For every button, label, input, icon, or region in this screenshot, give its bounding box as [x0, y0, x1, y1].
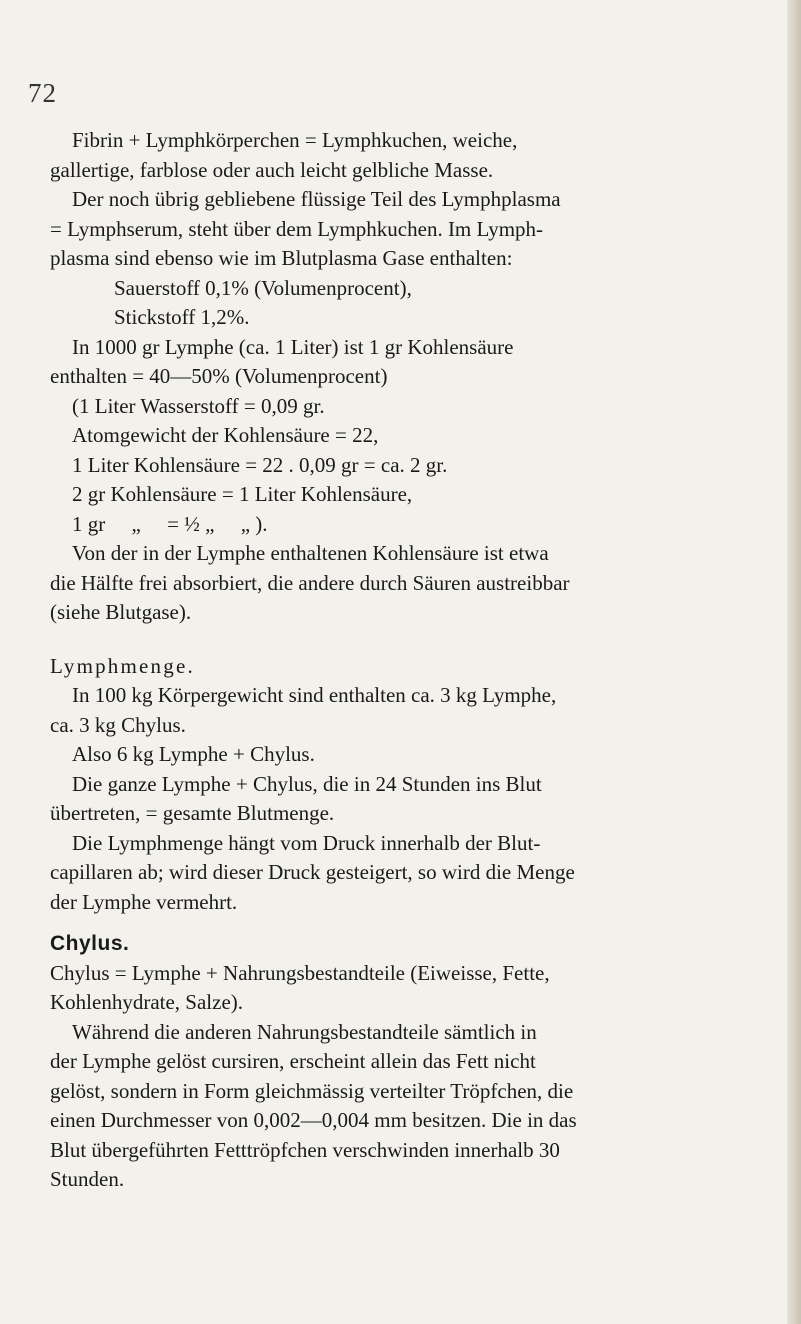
text-line: Atomgewicht der Kohlensäure = 22, [72, 423, 379, 447]
text-line: enthalten = 40—50% (Volumenprocent) [50, 364, 388, 388]
page-body [50, 126, 755, 1195]
text-line: Während die anderen Nahrungsbestandteile sämtlich in [72, 1019, 537, 1044]
text-line: Die ganze Lymphe + Chylus, die in 24 Stunden ins Blut [72, 771, 542, 796]
text-line: Der noch übrig gebliebene flüssige Teil des Lymphplasma [72, 187, 561, 211]
text-line: Von der in der Lymphe enthaltenen Kohlensäure ist etwa [72, 541, 549, 565]
page-edge [787, 0, 801, 1324]
text-line: plasma sind ebenso wie im Blutplasma Gase enthalten: [50, 246, 513, 270]
text-line: gallertige, farblose oder auch leicht gelbliche Masse. [50, 157, 494, 182]
text-line: = Lymphserum, steht über dem Lymphkuchen. Im Lymph- [50, 216, 544, 241]
text-line: (1 Liter Wasserstoff = 0,09 gr. [72, 393, 325, 418]
text-line: der Lymphe gelöst cursiren, erscheint allein das Fett nicht [50, 1049, 536, 1073]
text-line: Chylus = Lymphe + Nahrungsbestandteile (Eiweisse, Fette, [50, 960, 550, 985]
section-title-lymphmenge: Lymphmenge. [50, 653, 195, 678]
text-line: übertreten, = gesamte Blutmenge. [50, 801, 335, 825]
text-line: Kohlenhydrate, Salze). [50, 990, 244, 1014]
text-line: Die Lymphmenge hängt vom Druck innerhalb der Blut- [72, 830, 541, 855]
text-line: In 100 kg Körpergewicht sind enthalten ca. 3 kg Lymphe, [72, 683, 557, 707]
page-number: 72 [28, 78, 57, 108]
text-line: 1 gr „ = ½ „ „ ). [72, 511, 268, 536]
text-line: 2 gr Kohlensäure = 1 Liter Kohlensäure, [72, 482, 413, 506]
text-line: Also 6 kg Lymphe + Chylus. [72, 742, 315, 766]
text-line: Sauerstoff 0,1% (Volumenprocent), [114, 275, 412, 300]
text-line: Stickstoff 1,2%. [114, 305, 250, 329]
text-line: capillaren ab; wird dieser Druck gesteigert, so wird die Menge [50, 860, 575, 884]
text-line: gelöst, sondern in Form gleichmässig verteilter Tröpfchen, die [50, 1078, 574, 1103]
text-line: 1 Liter Kohlensäure = 22 . 0,09 gr = ca. 2 gr. [72, 452, 448, 477]
text-line: einen Durchmesser von 0,002—0,004 mm besitzen. Die in das [50, 1108, 577, 1132]
text-line: (siehe Blutgase). [50, 600, 192, 624]
text-line: Fibrin + Lymphkörperchen = Lymphkuchen, weiche, [72, 128, 518, 152]
text-line: der Lymphe vermehrt. [50, 889, 238, 914]
text-line: Stunden. [50, 1167, 125, 1191]
section-heading-chylus: Chylus. [50, 932, 130, 955]
text-line: die Hälfte frei absorbiert, die andere durch Säuren austreibbar [50, 570, 570, 595]
text-line: In 1000 gr Lymphe (ca. 1 Liter) ist 1 gr Kohlensäure [72, 334, 514, 359]
text-line: Blut übergeführten Fetttröpfchen verschwinden innerhalb 30 [50, 1137, 560, 1162]
text-line: ca. 3 kg Chylus. [50, 712, 186, 737]
